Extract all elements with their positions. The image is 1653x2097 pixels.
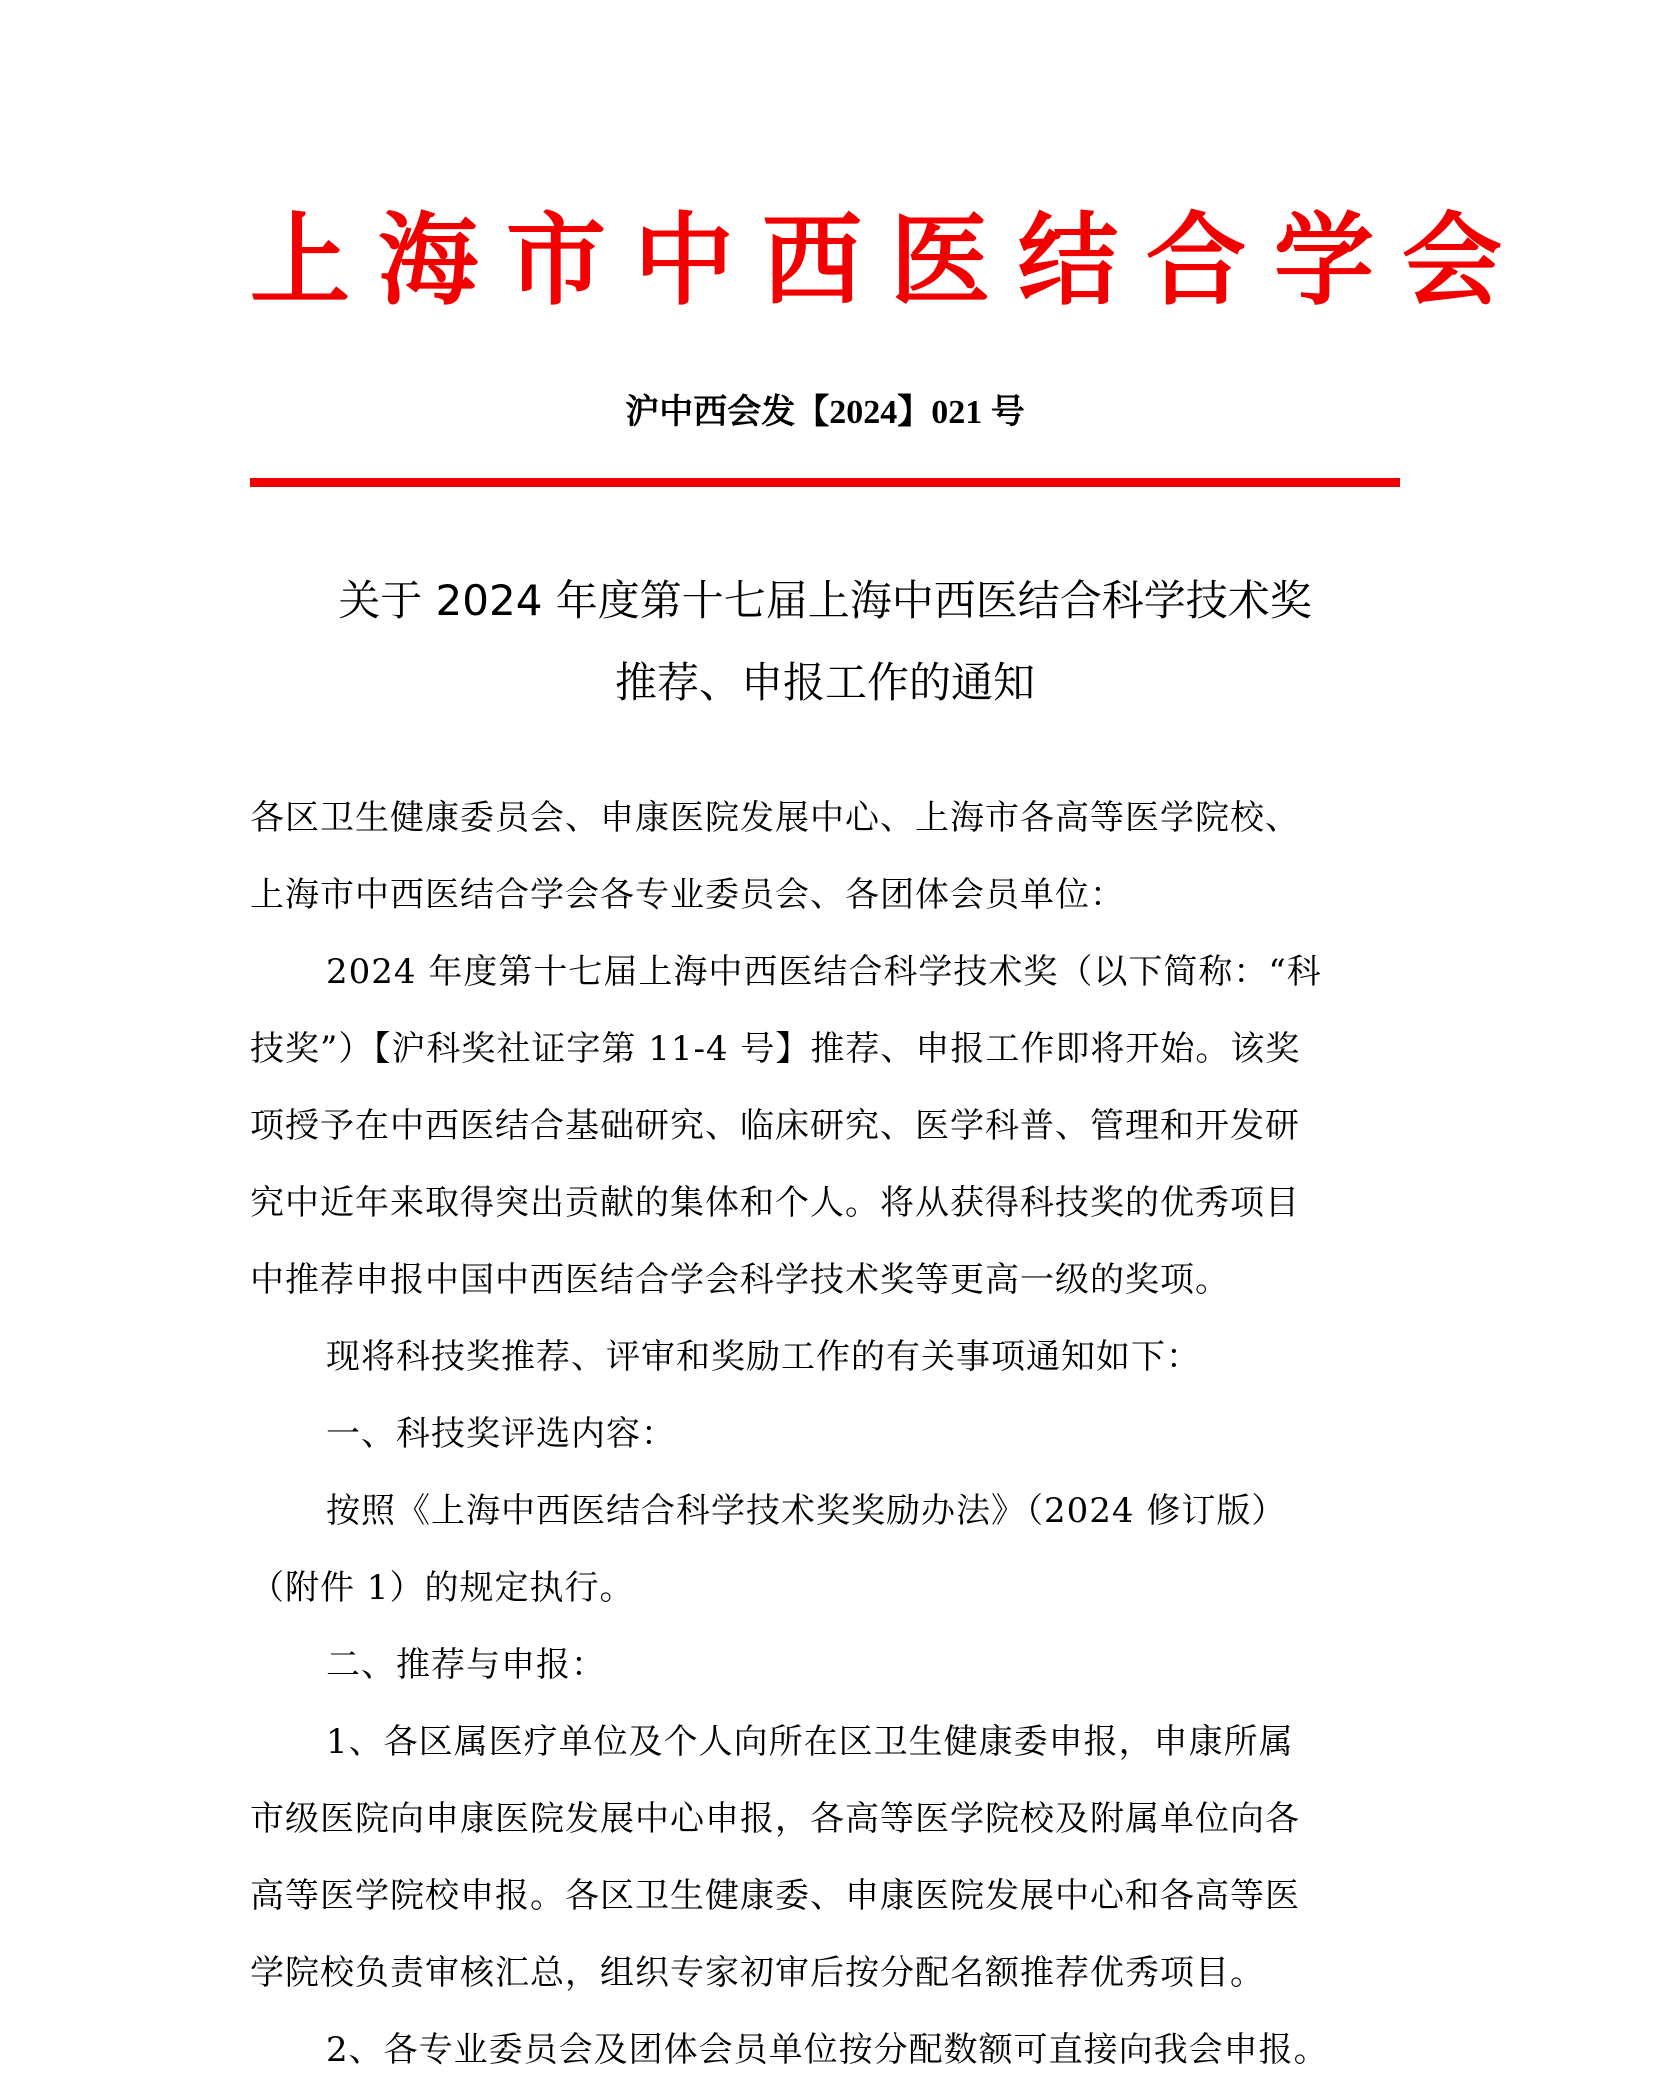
intro-line-5: 中推荐申报中国中西医结合学会科学技术奖等更高一级的奖项。 [250, 1260, 1230, 1300]
notice-line: 现将科技奖推荐、评审和奖励工作的有关事项通知如下： [326, 1337, 1201, 1377]
section-1-line-2: （附件 1）的规定执行。 [250, 1568, 635, 1608]
item-1-line-3: 高等医学院校申报。各区卫生健康委、申康医院发展中心和各高等医 [250, 1876, 1300, 1916]
recipients-paragraph [250, 780, 1400, 934]
item-1-paragraph [250, 1704, 1400, 2012]
recipients-line-2: 上海市中西医结合学会各专业委员会、各团体会员单位： [250, 875, 1125, 915]
notice-title-line-1: 关于 2024 年度第十七届上海中西医结合科学技术奖 [338, 576, 1312, 625]
item-1-line-1: 1、各区属医疗单位及个人向所在区卫生健康委申报，申康所属 [326, 1722, 1294, 1762]
intro-line-3: 项授予在中西医结合基础研究、临床研究、医学科普、管理和开发研 [250, 1106, 1300, 1146]
intro-line-1: 2024 年度第十七届上海中西医结合科学技术奖（以下简称：“科 [326, 952, 1322, 992]
item-1-line-2: 市级医院向申康医院发展中心申报，各高等医学院校及附属单位向各 [250, 1799, 1300, 1839]
organization-letterhead: 上海市中西医结合学会 [250, 201, 1530, 319]
document-number: 沪中西会发【2024】021 号 [625, 394, 1025, 431]
notice-title [250, 560, 1400, 724]
section-1-heading: 一、科技奖评选内容： [326, 1414, 676, 1454]
intro-paragraph [250, 934, 1400, 1319]
recipients-line-1: 各区卫生健康委员会、申康医院发展中心、上海市各高等医学院校、 [250, 798, 1300, 838]
notice-title-line-2: 推荐、申报工作的通知 [614, 658, 1035, 707]
intro-line-4: 究中近年来取得突出贡献的集体和个人。将从获得科技奖的优秀项目 [250, 1183, 1300, 1223]
item-2-paragraph: 2、各专业委员会及团体会员单位按分配数额可直接向我会申报。 [326, 2030, 1329, 2070]
section-1-paragraph [250, 1473, 1400, 1627]
intro-line-2: 技奖”）【沪科奖社证字第 11-4 号】推荐、申报工作即将开始。该奖 [250, 1029, 1301, 1069]
section-1-line-1: 按照《上海中西医结合科学技术奖奖励办法》（2024 修订版） [326, 1491, 1287, 1531]
red-divider-rule [250, 478, 1400, 487]
section-2-heading: 二、推荐与申报： [326, 1645, 606, 1685]
notice-body [250, 780, 1400, 2089]
item-1-line-4: 学院校负责审核汇总，组织专家初审后按分配名额推荐优秀项目。 [250, 1953, 1265, 1993]
